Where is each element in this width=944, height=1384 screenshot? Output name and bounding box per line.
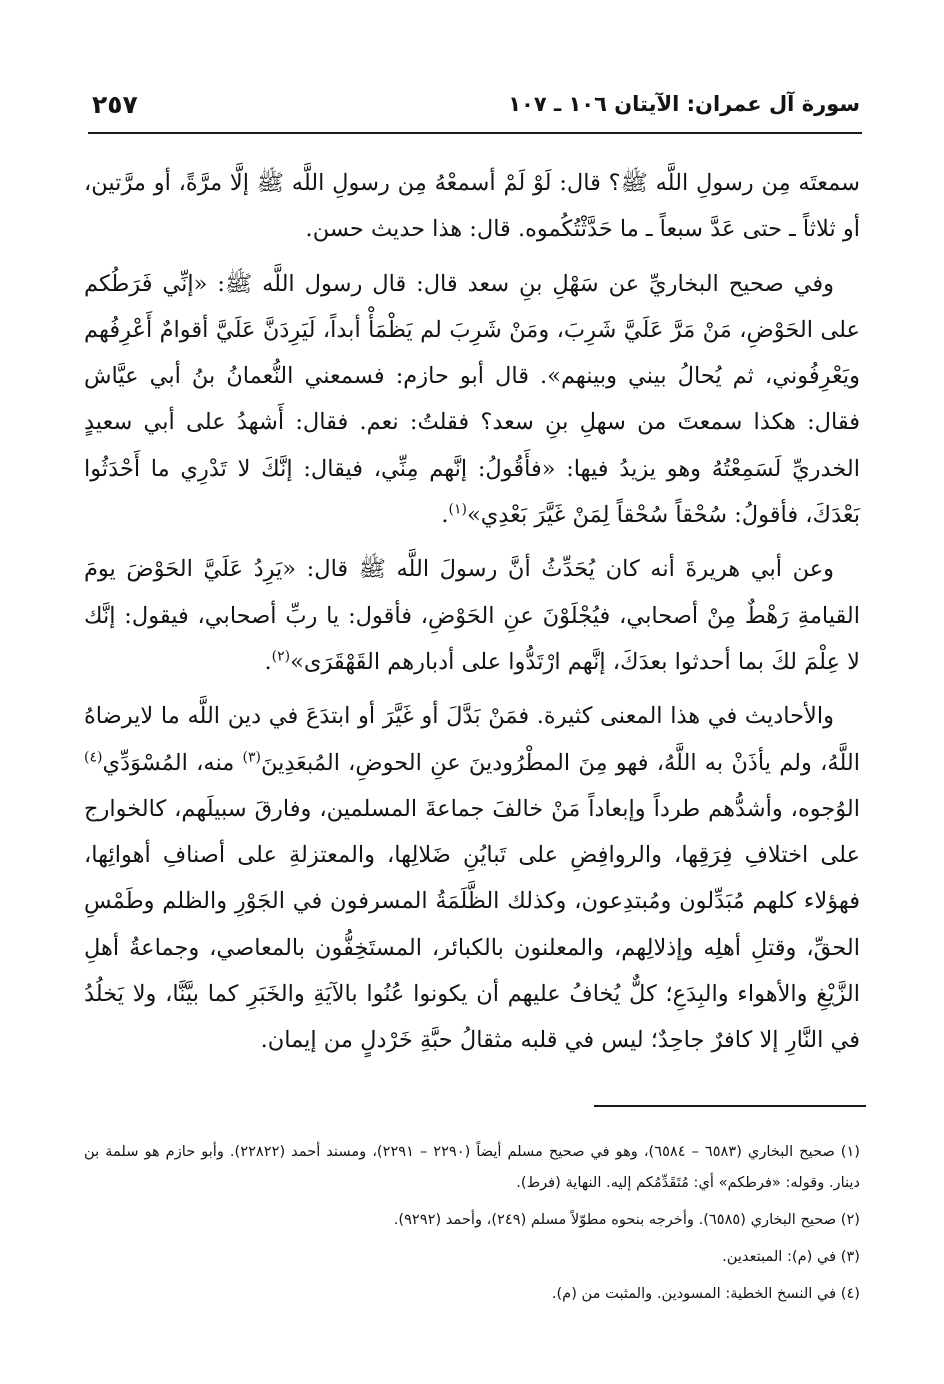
footnote-reference: (٢) xyxy=(271,648,291,665)
footnote: (٣) في (م): المبتعدين. xyxy=(722,1248,860,1265)
paragraph xyxy=(84,261,860,539)
footnote-reference: (١) xyxy=(448,501,467,518)
footnote-reference: (٤) xyxy=(84,749,103,766)
footnote: (١) صحيح البخاري (٦٥٨٣ – ٦٥٨٤)، وهو في صحيح مسلم أيضاً (٢٢٩٠ – ٢٢٩١)، ومسند أحمد (٢٢٨٢٢). وأبو حازم هو سلمة بن دينار. وقوله: «فرطكم» أي: مُتَقَدِّمُكم إليه. النهاية (فرط). xyxy=(84,1143,860,1191)
paragraph-text: . xyxy=(441,502,449,529)
footnote-reference: (٣) xyxy=(242,749,261,766)
paragraph-text: الوُجوه، وأشدُّهم طرداً وإبعاداً مَنْ خالفَ جماعةَ المسلمين، وفارقَ سبيلَهم، كالخوارج على اختلافِ فِرَقِها، والروافِضِ على تَبايُنِ ضَلالِها، والمعتزلةِ على أصنافِ أهوائِها، فهؤلاء كلهم مُبَدِّلون ومُبتدِعون، وكذلك الظَّلَمَةُ المسرفون في الجَوْرِ والظلم وطَمْسِ الحقِّ، وقتلِ أهلِه وإذلالِهم، والمعلنون بالكبائر، المستَخِفُّون بالمعاصي، وجماعةُ أهلِ الزَّيْغِ والأهواء والبِدَعِ؛ كلٌّ يُخافُ عليهم أن يكونوا عُنُوا بالآيَةِ والخَبَرِ كما بيَّنَّا، ولا يَخلُدُ في النَّارِ إلا كافرٌ جاحِدٌ؛ ليس في قلبه مثقالُ حبَّةِ خَرْدلٍ من إيمان. xyxy=(84,795,860,1054)
footnotes xyxy=(84,1136,860,1315)
main-text xyxy=(84,160,860,1072)
footnote: (٤) في النسخ الخطية: المسودين. والمثبت من (م). xyxy=(551,1285,860,1302)
paragraph-text: منه، المُسْوَدِّي xyxy=(102,749,243,776)
footnote: (٢) صحيح البخاري (٦٥٨٥). وأخرجه بنحوه مطوّلاً مسلم (٢٤٩)، وأحمد (٩٢٩٢). xyxy=(393,1211,860,1228)
paragraph xyxy=(84,160,860,253)
surah-title: سورة آل عمران: الآيتان ١٠٦ ـ ١٠٧ xyxy=(508,92,860,116)
paragraph-text: . xyxy=(264,648,272,675)
paragraph xyxy=(84,693,860,1063)
header-rule xyxy=(88,132,862,134)
paragraph-text: وعن أبي هريرةَ أنه كان يُحَدِّثُ أنَّ رسولَ اللَّه ﷺ قال: «يَرِدُ عَلَيَّ الحَوْضَ يومَ القيامةِ رَهْطٌ مِنْ أصحابي، فيُجْلَوْنَ عنِ الحَوْضِ، فأقول: يا ربِّ أصحابي، فيقول: إنَّك لا عِلْمَ لكَ بما أحدثوا بعدَكَ، إنَّهم ارْتَدُّوا على أدبارهم القَهْقَرَى» xyxy=(84,556,860,675)
running-header xyxy=(92,88,860,128)
paragraph-text: سمعتَه مِن رسولِ اللَّه ﷺ؟ قال: لَوْ لَمْ أسمعْهُ مِن رسولِ اللَّه ﷺ إلَّا مرَّةً، أو مرَّتين، أو ثلاثاً ـ حتى عَدَّ سبعاً ـ ما حَدَّثْتُكُموه. قال: هذا حديث حسن. xyxy=(84,170,860,243)
footnote-separator xyxy=(594,1105,866,1107)
paragraph-text: والأحاديث في هذا المعنى كثيرة. فمَنْ بَدَّلَ أو غَيَّرَ أو ابتدَعَ في دين اللَّه ما لايرضاهُ اللَّهُ، ولم يأذَنْ به اللَّهُ، فهو مِنَ المطْرُودينَ عنِ الحوضِ، المُبعَدِينَ xyxy=(84,703,860,776)
paragraph-text: وفي صحيح البخاريِّ عن سَهْلِ بنِ سعد قال: قال رسول اللَّه ﷺ: «إنِّي فَرَطُكم على الحَوْضِ، مَنْ مَرَّ عَلَيَّ شَرِبَ، ومَنْ شَرِبَ لم يَظْمَأْ أبداً، لَيَرِدَنَّ عَلَيَّ أقوامٌ أَعْرِفُهم ويَعْرِفُوني، ثم يُحالُ بيني وبينهم». قال أبو حازم: فسمعني النُّعمانُ بنُ أبي عيَّاش فقال: هكذا سمعتَ من سهلِ بنِ سعد؟ فقلتُ: نعم. فقال: أَشهدُ على أبي سعيدٍ الخدريِّ لَسَمِعْتُهُ وهو يزيدُ فيها: «فأَقُولُ: إنَّهم مِنِّي، فيقال: إنَّكَ لا تَدْرِي ما أَحْدَثُوا بَعْدَكَ، فأقولُ: سُحْقاً سُحْقاً لِمَنْ غَيَّرَ بَعْدِي» xyxy=(84,270,860,529)
paragraph xyxy=(84,546,860,685)
page-number: ٢٥٧ xyxy=(92,90,138,119)
